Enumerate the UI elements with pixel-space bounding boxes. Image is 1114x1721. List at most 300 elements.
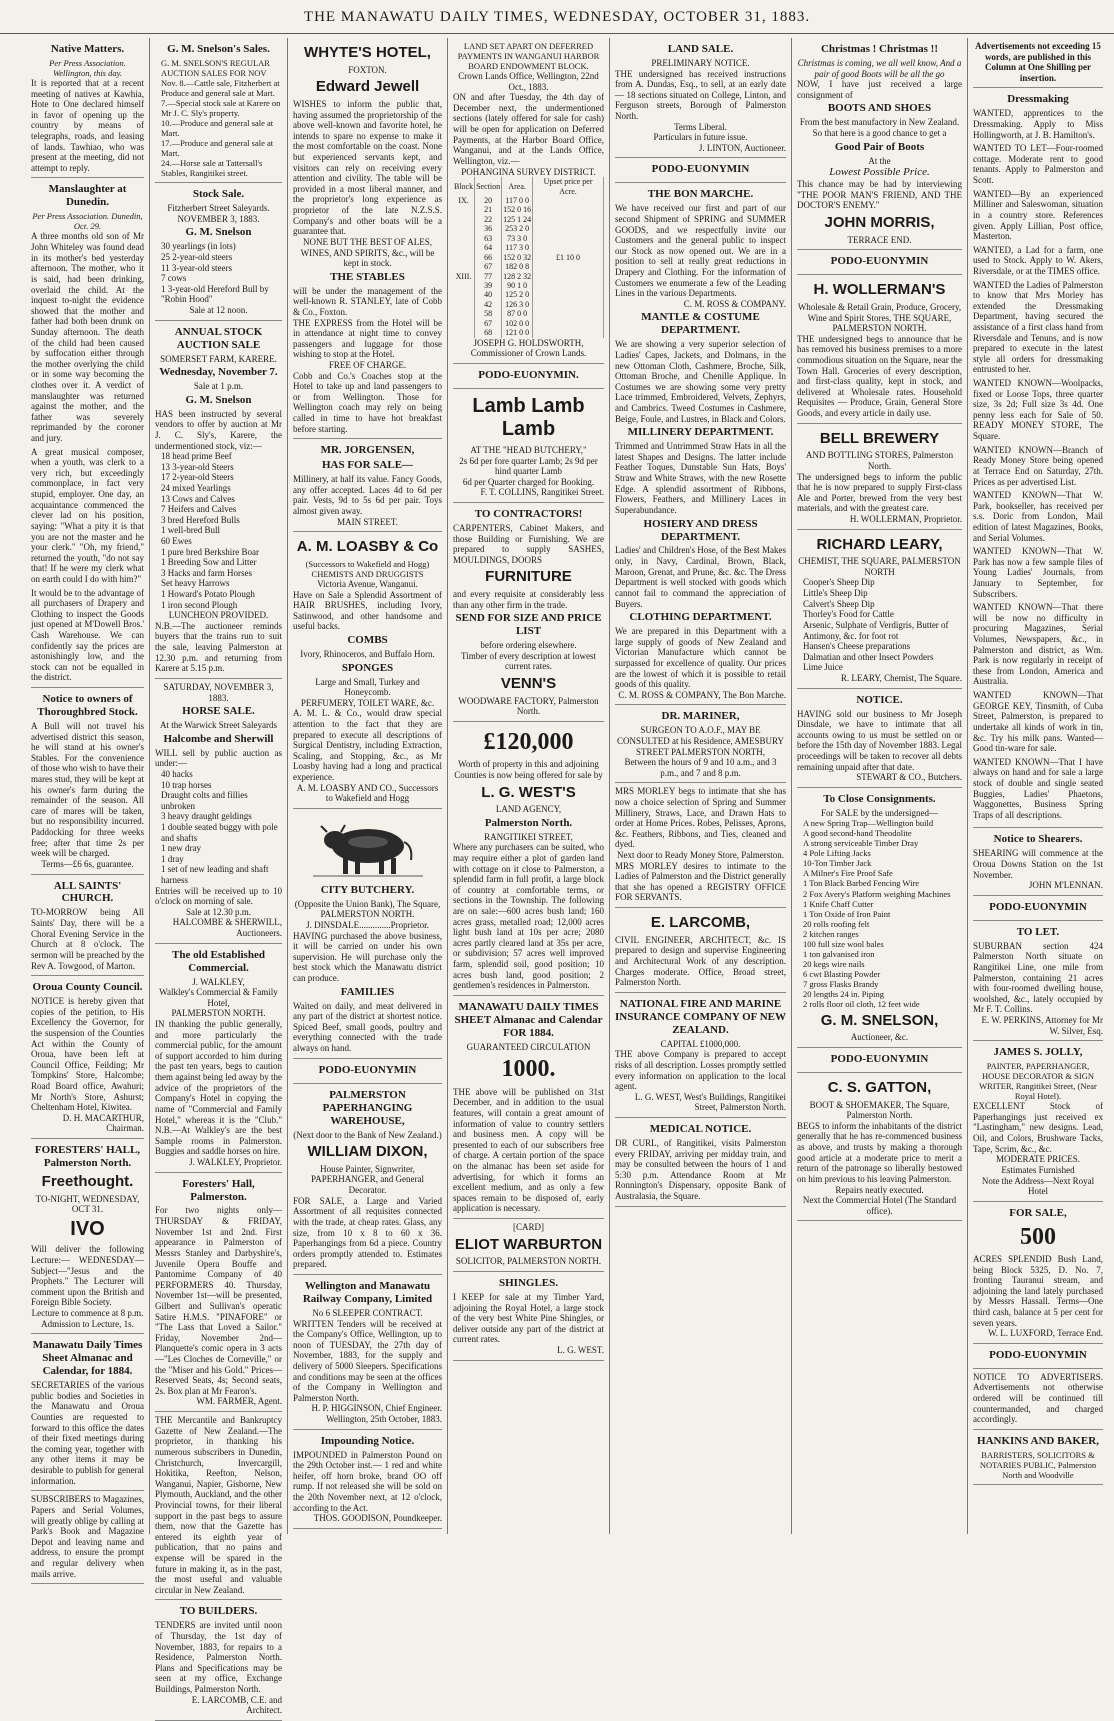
bell-heading: BELL BREWERY [819,429,940,447]
land-sale [615,38,786,158]
table-row [453,196,604,205]
annual-place: SOMERSET FARM, KARERE. [160,353,277,364]
table-cell: 128 2 32 [503,271,532,281]
gatton-heading: C. S. GATTON, [827,1078,932,1096]
stables-body: will be under the management of the well-known R. STANLEY, late of Cobb & Co., Foxton. [293,285,442,317]
morris-loc: TERRACE END. [847,234,912,245]
freethought-heading: Freethought. [41,1172,134,1190]
shearers-sign: JOHN M'LENNAN. [1028,880,1103,891]
solicitor: SOLICITOR, PALMERSTON NORTH. [455,1256,602,1267]
gatton-address: Next the Commercial Hotel (The Standard office). [802,1195,957,1216]
list-item: Calvert's Sheep Dip [803,598,875,609]
timber-note: Timber of every description at lowest current rates. [461,650,596,672]
list-item: 30 yearlings (in lots) [161,241,236,252]
millinery-heading: MILLINERY DEPARTMENT. [627,426,774,439]
snelson-list [155,58,282,178]
jorgensen-sale [293,439,442,532]
medical-body: DR CURL, of Rangitikei, visits Palmerston every FRIDAY, arriving per midday train, and may be consulted between the hours of 1 and 5:30 p.m. Attendance Room at Mr Ronnington's Dispensary, opposite Bank of Australasia, the Square. [615,1137,786,1201]
to-let [973,921,1103,1041]
railway-contract [293,1275,442,1430]
list-item: 1 Ton Black Barbed Fencing Wire [803,878,920,889]
list-item: WANTED KNOWN—That W. Park has now a few sample files of Young Ladies' Journals, from January to September, for Subscribers. [973,546,1103,599]
dr-mariner [615,705,786,783]
native-heading: Native Matters. [50,43,125,55]
snelson-sub: Auctioneer, &c. [850,1032,909,1043]
table-cell [533,262,604,271]
luncheon-note: N.B.—The auctioneer reminds buyers that the trains run to suit the sale, leaving Palmerston at 12.30 p.m. and returning from Karere at 5.15 p.m. [155,620,282,674]
linton-sign: J. LINTON, Auctioneer. [698,142,786,153]
advertisers-notice [973,1369,1103,1430]
list-item: 1 double seated buggy with pole and shafts [161,821,278,843]
stock-time: Sale at 12 noon. [189,304,248,315]
almanac-body: SECRETARIES of the various public bodies and Societies in the Manawatu and Oroua Counties are requested to forward to this office the dates of their fixed meetings during the coming year, together with any other items it may be desirable to publish for general information. [31,1380,144,1486]
oroua-heading: Oroua County Council. [32,981,143,994]
list-item: 2 rolls floor oil cloth, 12 feet wide [803,998,920,1009]
hosiery-body: Ladies' and Children's Hose, of the Best Makes only, in Navy, Cardinal, Brown, Black, Maroon, Grenat, and Prune, &c. &c. The Dress Department is well stocked with goods which cannot fail to command the appreciation of Buyers. [615,545,786,609]
list-item: 1 well-bred Bull [161,525,220,536]
table-cell: 125 1 24 [503,214,532,224]
bon-body: We have received our first and part of our second Shipment of SPRING and SUMMER GOODS, and we respectfully invite our Customers and the general public to inspect our Stock as now opened out. We are in a position to sell at really great reductions in Drapery and Clothing. For the information of Customers we enumerate a few of the Leading Lines in the various Departments. [615,203,786,299]
clothing-body: We are prepared in this Department with a large supply of goods of New Zealand and Victorian Manufacture which cannot be surpassed for excellence of quality. Our prices are the lowest of which it is possible to retail goods of this quality. [615,626,786,690]
list-item: Cooper's Sheep Dip [803,577,875,588]
table-cell [533,272,604,281]
table-cell [533,224,604,233]
podo-ad-6 [797,250,962,275]
whyte-loc: FOXTON. [348,64,387,75]
forsale-acres: 500 [1020,1223,1056,1250]
bull-illustration [313,816,423,880]
ivo-body: Will deliver the following Lecture:— WEDNESDAY—Subject—"Jesus and the Prophets." The Lecturer will comment upon the British and Foreign Bible Society. [31,1244,144,1308]
table-cell: 66 [475,253,502,262]
national-insurance [615,993,786,1118]
snelson-sales [155,38,282,183]
furniture-heading: FURNITURE [485,568,572,586]
classified-list [973,88,1103,828]
west-body: Where any purchasers can be suited, who may require either a plot of garden land with cottage on it close to Palmerston, a splendid farm in full profit, a large block of country at comfortable terms, or sections in the Township. The following are on sale:—600 acres bush land; 160 acres grass, metalled road; 12,000 acres light bush land at 10s per acre; 2080 acres partly cleared land at 35s per acre, or subdivision; 57 acres well improved farm, splendid soil, good position; 10 acres bush land, good position; 2 gentlemen's residences in Palmerston. [453,842,604,991]
larcomb-heading: E. LARCOMB, [650,914,751,932]
table-cell [533,328,604,337]
walkley-hotel [155,944,282,1173]
bell-sub: AND BOTTLING STORES, Palmerston North. [805,450,954,471]
list-item: 10.—Produce and general sale at Mart. [161,118,274,139]
church-heading: ALL SAINTS' CHURCH. [53,879,122,905]
table-cell: 102 0 0 [502,319,533,328]
list-item: WANTED, apprentices to the Dressmaking. Apply to Miss Hollingworth, at J. B. Hamilton's. [973,108,1103,140]
jolly-estimates: Estimates Furnished [1001,1164,1075,1175]
builders-sign: E. LARCOMB, C.E. and Architect. [191,1694,282,1716]
list-item: 18 head prime Beef [161,451,232,462]
dixon-name: WILLIAM DIXON, [307,1143,428,1161]
snelson-name: G. M. SNELSON, [820,1011,939,1029]
impound-body: IMPOUNDED in Palmerston Pound on the 29th October inst.— 1 red and white heifer, off horn broke, brand OO off rump. If not released she will be sold on the 20th November next, at 12 o'clock, according to the Act. [293,1449,442,1513]
list-item: 1 Howard's Potato Plough [161,589,255,600]
list-item: 1 Ton Oxide of Iron Paint [803,908,891,919]
table-header: Upset price per Acre. [533,177,604,196]
close-body: For SALE by the undersigned— [821,807,938,818]
table-cell [533,196,604,205]
bon-marche [615,183,786,705]
good-pair: Good Pair of Boots [834,140,925,153]
land-body: ON and after Tuesday, the 4th day of December next, the undermentioned sections (lately offered for sale for cash) will be open for application on Deferred Payments, at the Harbor Board Office, Wanganui, and at the Lands Office, Wellington, viz.— [453,92,604,166]
bell-brewery [797,424,962,530]
list-item: 1 iron second Plough [161,599,238,610]
cheap-chance: This chance may be had by interviewing "THE POOR MAN'S FRIEND, AND THE DOCTOR'S ENEMY." [797,179,962,211]
leary-heading: RICHARD LEARY, [816,535,943,553]
table-cell [453,281,475,290]
list-item: 1 3-year-old Hereford Bull by "Robin Hood" [161,283,269,305]
table-header: Area. [502,177,533,196]
table-row [453,205,604,214]
table-cell: 68 [475,328,502,337]
medical-heading: MEDICAL NOTICE. [649,1122,752,1135]
hankins-heading: HANKINS AND BAKER, [977,1434,1099,1447]
coaches-body: Cobb and Co.'s Coaches stop at the Hotel to take up and land passengers to or from Wellington. Those for Wellington coach may rely on being called in time to have hot breakfast before starting. [293,370,442,434]
table-cell [453,309,475,318]
table-cell: 87 0 0 [502,309,533,318]
manslaughter-body: A three months old son of Mr John Whiteley was found dead in its mother's bed yesterday afternoon. The mother, who it is said, had been drinking, overlaid the child. At the inquest to-night the evidence showed that the mother and father had both been drunk on Sunday afternoon. The death of the child had been caused by suffocation either through the mother overlying the child or in some way becoming the clothes over it. A verdict of manslaughter was returned against the mother, and the father was severely reprimanded by the coroner and jury. [31,231,144,444]
list-item: 20 rolls roofing felt [803,918,870,929]
table-cell: 90 1 0 [502,281,533,290]
nfm-heading: NATIONAL FIRE AND MARINE INSURANCE COMPANY OF NEW ZEALAND. [615,997,787,1036]
list-item: G. M. SNELSON'S REGULAR AUCTION SALES FOR NOV [161,57,270,78]
dinsdale: J. DINSDALE..............Proprietor. [306,920,429,931]
table-row [453,300,604,309]
manslaughter [31,178,144,688]
table-cell: 40 [475,290,502,299]
shingles-heading: SHINGLES. [499,1276,558,1289]
jolly-sub: PAINTER, PAPERHANGER, HOUSE DECORATOR & SIGN WRITER, Rangitikei Street, (Near Royal Hotel). [979,1061,1097,1102]
table-cell: 117 3 0 [502,243,533,252]
table-cell: £1 10 0 [533,253,604,262]
podo-heading: PODO-EUONYMIN [830,1052,929,1065]
subscribers-notice [31,1491,144,1584]
table-cell [453,300,475,309]
table-header: Section [475,177,502,196]
oroua-body: NOTICE is hereby given that copies of the petition, to His Excellency the Governor, for the suspension of the Counties Act within the County of Oroua, have been left at Council Office, Feilding; Mr Tompkins' Store, Halcombe; Road Board office, Awahuri; Mr North's Store, Ashurst; Cheltenham Hotel, Kiwitea. [31,996,144,1113]
list-item: 7.—Special stock sale at Karere on Mr J. C. Sly's property. [161,98,281,119]
loasby-sub: (Successors to Wakefield and Hogg) CHEMISTS AND DRUGGISTS [305,558,430,579]
list-item: Set heavy Harrows [161,578,230,589]
column-4 [448,38,610,1534]
clothing-heading: CLOTHING DEPARTMENT. [629,611,772,624]
table-cell: 20 [475,196,502,205]
sponges-heading: SPONGES [341,661,394,674]
card-label: [CARD] [513,1222,544,1233]
now-body: NOW, I have just received a large consignment of [797,79,962,100]
list-item: Thorley's Food for Cattle [803,609,894,620]
list-item: WANTED KNOWN—That I have always on hand and for sale a large stock of double and single seated Buggies, Ladies' Phaetons, Waggonettes, Business Spring Traps of all descriptions. [973,756,1103,820]
almanac-ad [453,996,604,1219]
jolly-prices: MODERATE PRICES. [995,1154,1080,1165]
table-cell [533,309,604,318]
walkley-body: IN thanking the public generally, and more particularly the commercial public, for the amount of support accorded to him during the past ten years, begs to caution them against being led away by the advice of the proprietors of the Company's Hotel in copying the name of "Commercial and Family Hotel," whereas it is the "Club." N.B.—At Walkley's are the best Sample rooms in Palmerston. Buggies and saddle horses on hire. [155,1019,282,1157]
jewell-body: WISHES to inform the public that, having assumed the proprietorship of the above well-known and favorite hotel, he intends to spare no expense to make it the most comfortable on the coast. None but experienced servants kept, and visitors can rely on receiving every attention and civility. The table will be provided in a most liberal manner, and the proprietor's long experience as proprietor of the late N.Z.S.S. Company's and other boats will be a guarantee that. [293,98,442,237]
leary-items [797,577,962,672]
impounding-notice [293,1430,442,1529]
jolly-heading: JAMES S. JOLLY, [993,1046,1083,1059]
list-item: WANTED KNOWN—Branch of Ready Money Store being opened at Terrace End on Saturday, 27th. Prices as per advertised List. [973,444,1103,487]
list-item: 1 dray [161,853,184,864]
west-heading: L. G. WEST'S [481,783,576,801]
table-cell [453,243,475,252]
list-item: A strong serviceable Timber Dray [803,838,919,849]
shingles-ad [453,1272,604,1361]
landsale-sub: PRELIMINARY NOTICE. [651,57,750,68]
column-6 [792,38,968,1534]
annual-items [155,451,282,610]
land-sign: JOSEPH G. HOLDSWORTH, Commissioner of Crown Lands. [470,337,587,359]
mantle-body: We are showing a very superior selection of Ladies' Capes, Jackets, and Dolmans, in the new Ottoman Cloth, Cashmere, Broche, Silk, Ottoman Broche, and Chenille Applique. In Costumes we are showing some very pretty Lace trimmed, Embroidered, Velvets, Zephyrs, and Cambrics. Tweed Costumes in Cashmere, Beige, Foule, and Lustres, in Black and Colors. [615,339,786,424]
forsale-sign: W. L. LUXFORD, Terrace End. [988,1328,1103,1339]
podo-heading: PODO-EUONYMIN [318,1063,417,1076]
railway-sub: No 6 SLEEPER CONTRACT. [312,1307,423,1318]
send-sub: before ordering elsewhere. [480,640,577,651]
table-row [453,290,604,299]
hankins-baker [973,1430,1103,1485]
newspaper-columns [26,38,1108,1716]
builders-notice [155,1600,282,1720]
table-header-row [453,177,604,196]
dinsdale-body: HAVING purchased the above business, it will be carried on under his own supervision. He will purchase only the best stock which the Manawatu district can produce. [293,930,442,984]
table-cell [453,253,475,262]
table-row [453,281,604,290]
table-cell: 64 [475,243,502,252]
list-item: 10-Ton Timber Jack [803,858,872,869]
shingles-body: I KEEP for sale at my Timber Yard, adjoining the Royal Hotel, a large stock of the very best White Pine Shingles, or deliver outside any part of the district at current rates. [453,1291,604,1345]
morley-addr: Next door to Ready Money Store, Palmerston. [617,850,784,861]
horse-sale [155,679,282,944]
podo-ad-7 [973,896,1103,921]
horse-date: SATURDAY, NOVEMBER 3, 1883. [163,681,274,703]
land-table [453,177,604,337]
impound-sign: THOS. GOODISON, Poundkeeper. [313,1513,442,1524]
list-item: 17 2-year-old Steers [161,472,234,483]
table-cell: 42 [475,300,502,309]
list-item: A Milner's Fire Proof Safe [803,868,893,879]
native-body: It is reported that at a recent meeting of natives at Kawhia, Hote to One declared himself in favor of opening up the country by means of telegraphs, roads, and leasing of lands. Tawhiao, who was present at the meeting, did not attempt to reply. [31,78,144,173]
table-cell [533,290,604,299]
table-row [453,243,604,252]
walkley-heading: The old Established Commercial. [172,948,265,974]
table-cell: 117 0 0 [502,196,533,205]
boots-heading: BOOTS AND SHOES [827,102,932,115]
table-cell: 182 0 8 [502,262,533,271]
ivo-time: Lecture to commence at 8 p.m. [31,1308,144,1319]
stewart-heading: NOTICE. [856,693,903,706]
amount-heading: £120,000 [483,728,574,755]
table-cell [533,215,604,224]
native-source: Per Press Association. Wellington, this day. [49,57,126,78]
close-items [797,818,962,1008]
stables-heading: THE STABLES [330,270,405,283]
table-cell: 67 [475,319,502,328]
snelson-heading: G. M. Snelson's Sales. [167,43,270,55]
horse-intro: WILL sell by public auction as under:— [155,747,282,769]
list-item: 1 Breeding Sow and Litter [161,557,257,568]
podo-ad-7b [973,1344,1103,1369]
morris-name: JOHN MORRIS, [824,213,935,231]
venn-heading: VENN'S [500,675,557,693]
almanac-heading: MANAWATU DAILY TIMES SHEET Almanac and Calendar FOR 1884. [454,1000,603,1039]
manslaughter-heading: Manslaughter at Dunedin. [48,183,127,209]
stewart-body: HAVING sold our business to Mr Joseph Dinsdale, we have to intimate that all accounts owing to us must be settled on or before the 15th day of November 1883. Legal proceedings will be taken to recover all debts remaining unpaid after that date. [797,708,962,772]
advertisers-body: NOTICE TO ADVERTISERS. Advertisements not otherwise ordered will be continued till countermanded, and charged accordingly. [973,1371,1103,1425]
tolet-body: SUBURBAN section 424 Palmerston North situate on Rangitikei Line, one mile from Palmerston, containing 21 acres with four-roomed dwelling house, woolshed, &c., lately occupied by Mr F. T. Collins. [973,940,1103,1015]
list-item: 24 mixed Yearlings [161,482,231,493]
bon-sign: C. M. ROSS & COMPANY. [683,298,786,309]
classified-header [973,38,1103,88]
table-cell [453,234,475,243]
table-cell: 63 [475,234,502,243]
jorgensen-heading: MR. JORGENSEN, [320,444,415,457]
butchery-heading: CITY BUTCHERY. [320,883,415,896]
tolet-heading: TO LET. [1016,925,1060,938]
native-matters [31,38,144,178]
walkley-of: Walkley's Commercial & Family Hotel, [159,987,278,1008]
composer-anecdote: A great musical composer, when a youth, was clerk to a very rich, but exceedingly commonplace, in fact very stupid, employer. One day, an acquaintance commenced the clever lad on his position, saying: "What a pity it is that you are not the master and he your clerk." "Oh, my friend," returned the youth, "do not say that! If he were my clerk what on earth could I do with him?" [31,446,144,584]
nfm-body: THE above Company is prepared to accept risks of all description. Losses promptly settled every information on application to the local agent. [615,1049,786,1092]
podo-heading: PODO-EUONYMIN. [478,368,579,381]
mercantile-body: THE Mercantile and Bankruptcy Gazette of New Zealand.—The proprietor, in thanking his numerous subscribers in Dunedin, Christchurch, Invercargill, Hokitika, Reefton, Nelson, Wanganui, Napier, Gisborne, New Plymouth, Auckland, and the other Provincial towns, for their liberal support in the past begs to assure them, now that the Gazette has entered its eighth year of publication, that no pains and expense will be spared in the future in making it, as in the past, the most useful and valuable circular in New Zealand. [155,1415,282,1595]
foresters-heading: Foresters' Hall, Palmerston. [182,1177,255,1203]
wollerman-body: THE undersigned begs to announce that he has removed his business premises to a more commodious situation on the Square, near the Town Hall. Groceries of every description, and first-class quality, kept in stock, and delivered at Wholesale rates. Household Requisites — Produce, Grain, General Store Goods, and every article in daily use. [797,333,962,419]
annual-stock-sale [155,321,282,679]
so-that: So that here is a good chance to get a [812,127,947,138]
mariner-hours: Between the hours of 9 and 10 a.m., and 3 p.m., and 7 and 8 p.m. [624,757,777,778]
leary-sign: R. LEARY, Chemist, The Square. [840,672,962,683]
horse-items [155,769,282,886]
west-sub: LAND AGENCY, [495,804,562,815]
ivo-name: IVO [70,1217,105,1240]
church-notice [31,875,144,977]
morley-body: MRS MORLEY begs to intimate that she has now a choice selection of Spring and Summer Millinery, Straws, Lace, and Drawn Hats to order at Home Prices. Robes, Pelisses, Aprons, &c. Feathers, Ribbons, and Ties, cleaned and dyed. [615,786,786,850]
perfumery: PERFUMERY, TOILET WARE, &c. [300,697,435,708]
horse-heading: HORSE SALE. [182,705,255,718]
send-heading: SEND FOR SIZE AND PRICE LIST [455,612,602,638]
combs-heading: COMBS [347,633,388,646]
shearers-heading: Notice to Shearers. [993,833,1083,846]
foresters-body: For two nights only—THURSDAY & FRIDAY, November 1st and 2nd. First appearance in Palmerston of Messrs Stanley and Darbyshire's, Juvenile Opera Bouffe and Pantomime Company of 40 PERFORMERS 40. Thursday, November 1st—will be presented, Gilbert and Sullivan's operatic Satire H.M.S. "PINAFORE" or "The Lass that Loved a Sailor." Friday, November 2nd—Planquette's comic opera in 3 acts—"Les Cloches de Corneville," or the "Miser and his Gold." Prices—Reserved Seats, 4s; Second seats, 2s. Box plan at Mr Fearon's. [155,1205,282,1396]
list-item: 1 new dray [161,843,201,854]
warburton-card [453,1219,604,1272]
boots-from: From the best manufactory in New Zealand. [799,117,960,128]
dressmaking-heading: Dressmaking [1007,93,1069,106]
list-item: WANTED KNOWN—That W. Park, bookseller, has received per s.s. Doric from London, Mail edition of latest Magazines, Books, and Serial Volumes. [973,490,1103,543]
guaranteed: GUARANTEED CIRCULATION [466,1041,591,1052]
mrs-morley [615,783,786,908]
contractors-ad [453,503,604,722]
list-item: WANTED the Ladies of Palmerston to know that Mrs Morley has extended the Dressmaking Department, having secured the assistance of a first class hand from Riversdale and Tenuns, and is now prepared to execute in the latest style all orders for dressmaking entrusted to her. [973,279,1103,375]
table-cell: 21 [475,205,502,214]
list-item: 7 Heifers and Calves [161,504,237,515]
foresters-hall [155,1173,282,1413]
table-cell [533,243,604,252]
table-cell: 36 [475,224,502,233]
morley-registry: MRS MORLEY desires to intimate to the Ladies of Palmerston and the District generally that she has opened a REGISTRY OFFICE FOR SERVANTS. [615,860,786,903]
manslaughter-source: Per Press Association. Dunedin, Oct. 29. [32,211,143,232]
annual-date: Wednesday, November 7. [159,366,278,379]
jolly-painter [973,1041,1103,1202]
jolly-note: Note the Address—Next Royal Hotel [981,1175,1095,1197]
podo-ad-6b [797,1048,962,1073]
railway-body: WRITTEN Tenders will be received at the Company's Office, Wellington, up to noon of TUESDAY, the 27th day of November, 1883, for the supply and delivery of 5000 Sleepers. Specifications and conditions may be seen at the offices of the Company in Wellington and Palmerston North. [293,1318,442,1403]
table-cell [453,328,475,337]
podo-heading: PODO-EUONYMIN [830,255,929,268]
stock-place: Fitzherbert Street Saleyards. [167,203,270,214]
table-cell: 253 2 0 [502,224,533,233]
lamb-heading: Lamb Lamb Lamb [472,394,585,441]
list-item: Dalmatian and other Insect Powders [803,651,934,662]
paper-loc: (Next door to the Bank of New Zealand.) [293,1129,442,1140]
railway-sign: H. P. HIGGINSON, Chief Engineer. Wellington, 25th October, 1883. [311,1403,442,1424]
jolly-body: EXCELLENT Stock of Paperhangings just received ex "Lastingham," new designs. Lead, Oil, and Colors, Brushware Tacks, Tape, Scrim, &c., &c. [973,1101,1103,1154]
list-item: 13 Cows and Calves [161,493,235,504]
loasby-sign: A. M. LOASBY AND CO., Successors to Wakefield and Hogg [296,782,439,804]
church-body: TO-MORROW being All Saints' Day, there will be a Choral Evening Service in the Church at 8 o'clock. The sermon will be preached by the Rev A. Towgood, of Marton. [31,907,144,971]
wollerman-heading: H. WOLLERMAN'S [813,281,946,299]
list-item: Arsenic, Sulphate of Verdigris, Butter of Antimony, &c. for foot rot [803,619,949,641]
column-5 [610,38,792,1534]
west-loc: Palmerston North. [484,816,573,829]
list-item: 7 cows [161,273,187,284]
land-office: Crown Lands Office, Wellington, 22nd Oct., 1883. [458,71,599,92]
bell-body: The undersigned begs to inform the public that he is now prepared to supply First-class Ale and Porter, brewed from the very best materials, and with the greatest care. [797,471,962,514]
list-item: Lime Juice [803,662,843,673]
table-row [453,328,604,337]
table-row [453,262,604,271]
loasby-body: Have on Sale a Splendid Assortment of HAIR BRUSHES, including Ivory, Satinwood, and other handsome and useful backs. [293,589,442,632]
list-item: 10 trap horses [161,779,212,790]
table-cell: 152 0 32 [503,252,532,262]
table-cell: IX. [453,196,475,205]
table-cell [453,215,475,224]
table-header: Block [453,177,475,196]
sponges-sub: Large and Small, Turkey and Honeycomb. [315,676,420,698]
table-cell: 125 2 0 [502,290,533,299]
freethought-lecture [31,1139,144,1334]
lamb-price: 2s 6d per fore quarter Lamb; 2s 9d per hind quarter Lamb [459,455,598,477]
list-item: Little's Sheep Dip [803,588,868,599]
horse-firm: Halcombe and Sherwill [163,732,274,745]
express-body: THE EXPRESS from the Hotel will be in attendance at night time to convey passengers and luggage for those wishing to stop at the Hotel. [293,317,442,360]
landsale-heading: LAND SALE. [667,43,734,55]
traders-note: It would be to the advantage of all purchasers of Drapery and Clothing to inspect the Goods just opened at M'Dowell Bros.' Cash Warehouse. We can confidently say the prices are astonishingly low, and the stock can not be equalled in the district. [31,587,144,683]
city-butchery [293,809,442,1059]
table-row [453,234,604,243]
thoroughbred-heading: Notice to owners of Thoroughbred Stock. [37,693,138,719]
gatton-note: Repairs neatly executed. [835,1184,924,1195]
list-item: WANTED—By an experienced Milliner and Saleswoman, situation in a country store. References given. Apply Lillian, Post office, Masterton. [973,188,1103,242]
list-item: 1 ton galvanised iron [803,948,875,959]
almanac-notice [31,1334,144,1491]
table-cell [533,281,604,290]
walkley-name: J. WALKLEY, [192,976,245,987]
landsale-particulars: Particulars in future issue. [653,132,748,143]
snelson-name: G. M. Snelson [185,226,252,239]
railway-heading: Wellington and Manawatu Railway Company, Limited [302,1279,433,1305]
crown-lands [453,38,604,364]
hankins-sub: BARRISTERS, SOLICITORS & NOTARIES PUBLIC, Palmerston North and Woodville [979,1449,1097,1480]
jorgensen-street: MAIN STREET. [337,516,398,527]
wollerman-sub: Wholesale & Retail Grain, Produce, Grocery, Wine and Spirit Stores, THE SQUARE, PALMERSTON NORTH. [797,301,962,334]
loasby-loc: Victoria Avenue, Wanganui. [317,578,418,589]
thoroughbred-notice [31,688,144,874]
xmas-body: Christmas is coming, we all well know, And a pair of good Boots will be all the go [797,57,962,79]
butchery-loc: (Opposite the Union Bank), The Square, PALMERSTON NORTH. [294,898,441,920]
table-cell: 126 3 0 [502,300,533,309]
venn-sub: WOODWARE FACTORY, Palmerston North. [458,695,599,717]
stock-sale [155,183,282,320]
